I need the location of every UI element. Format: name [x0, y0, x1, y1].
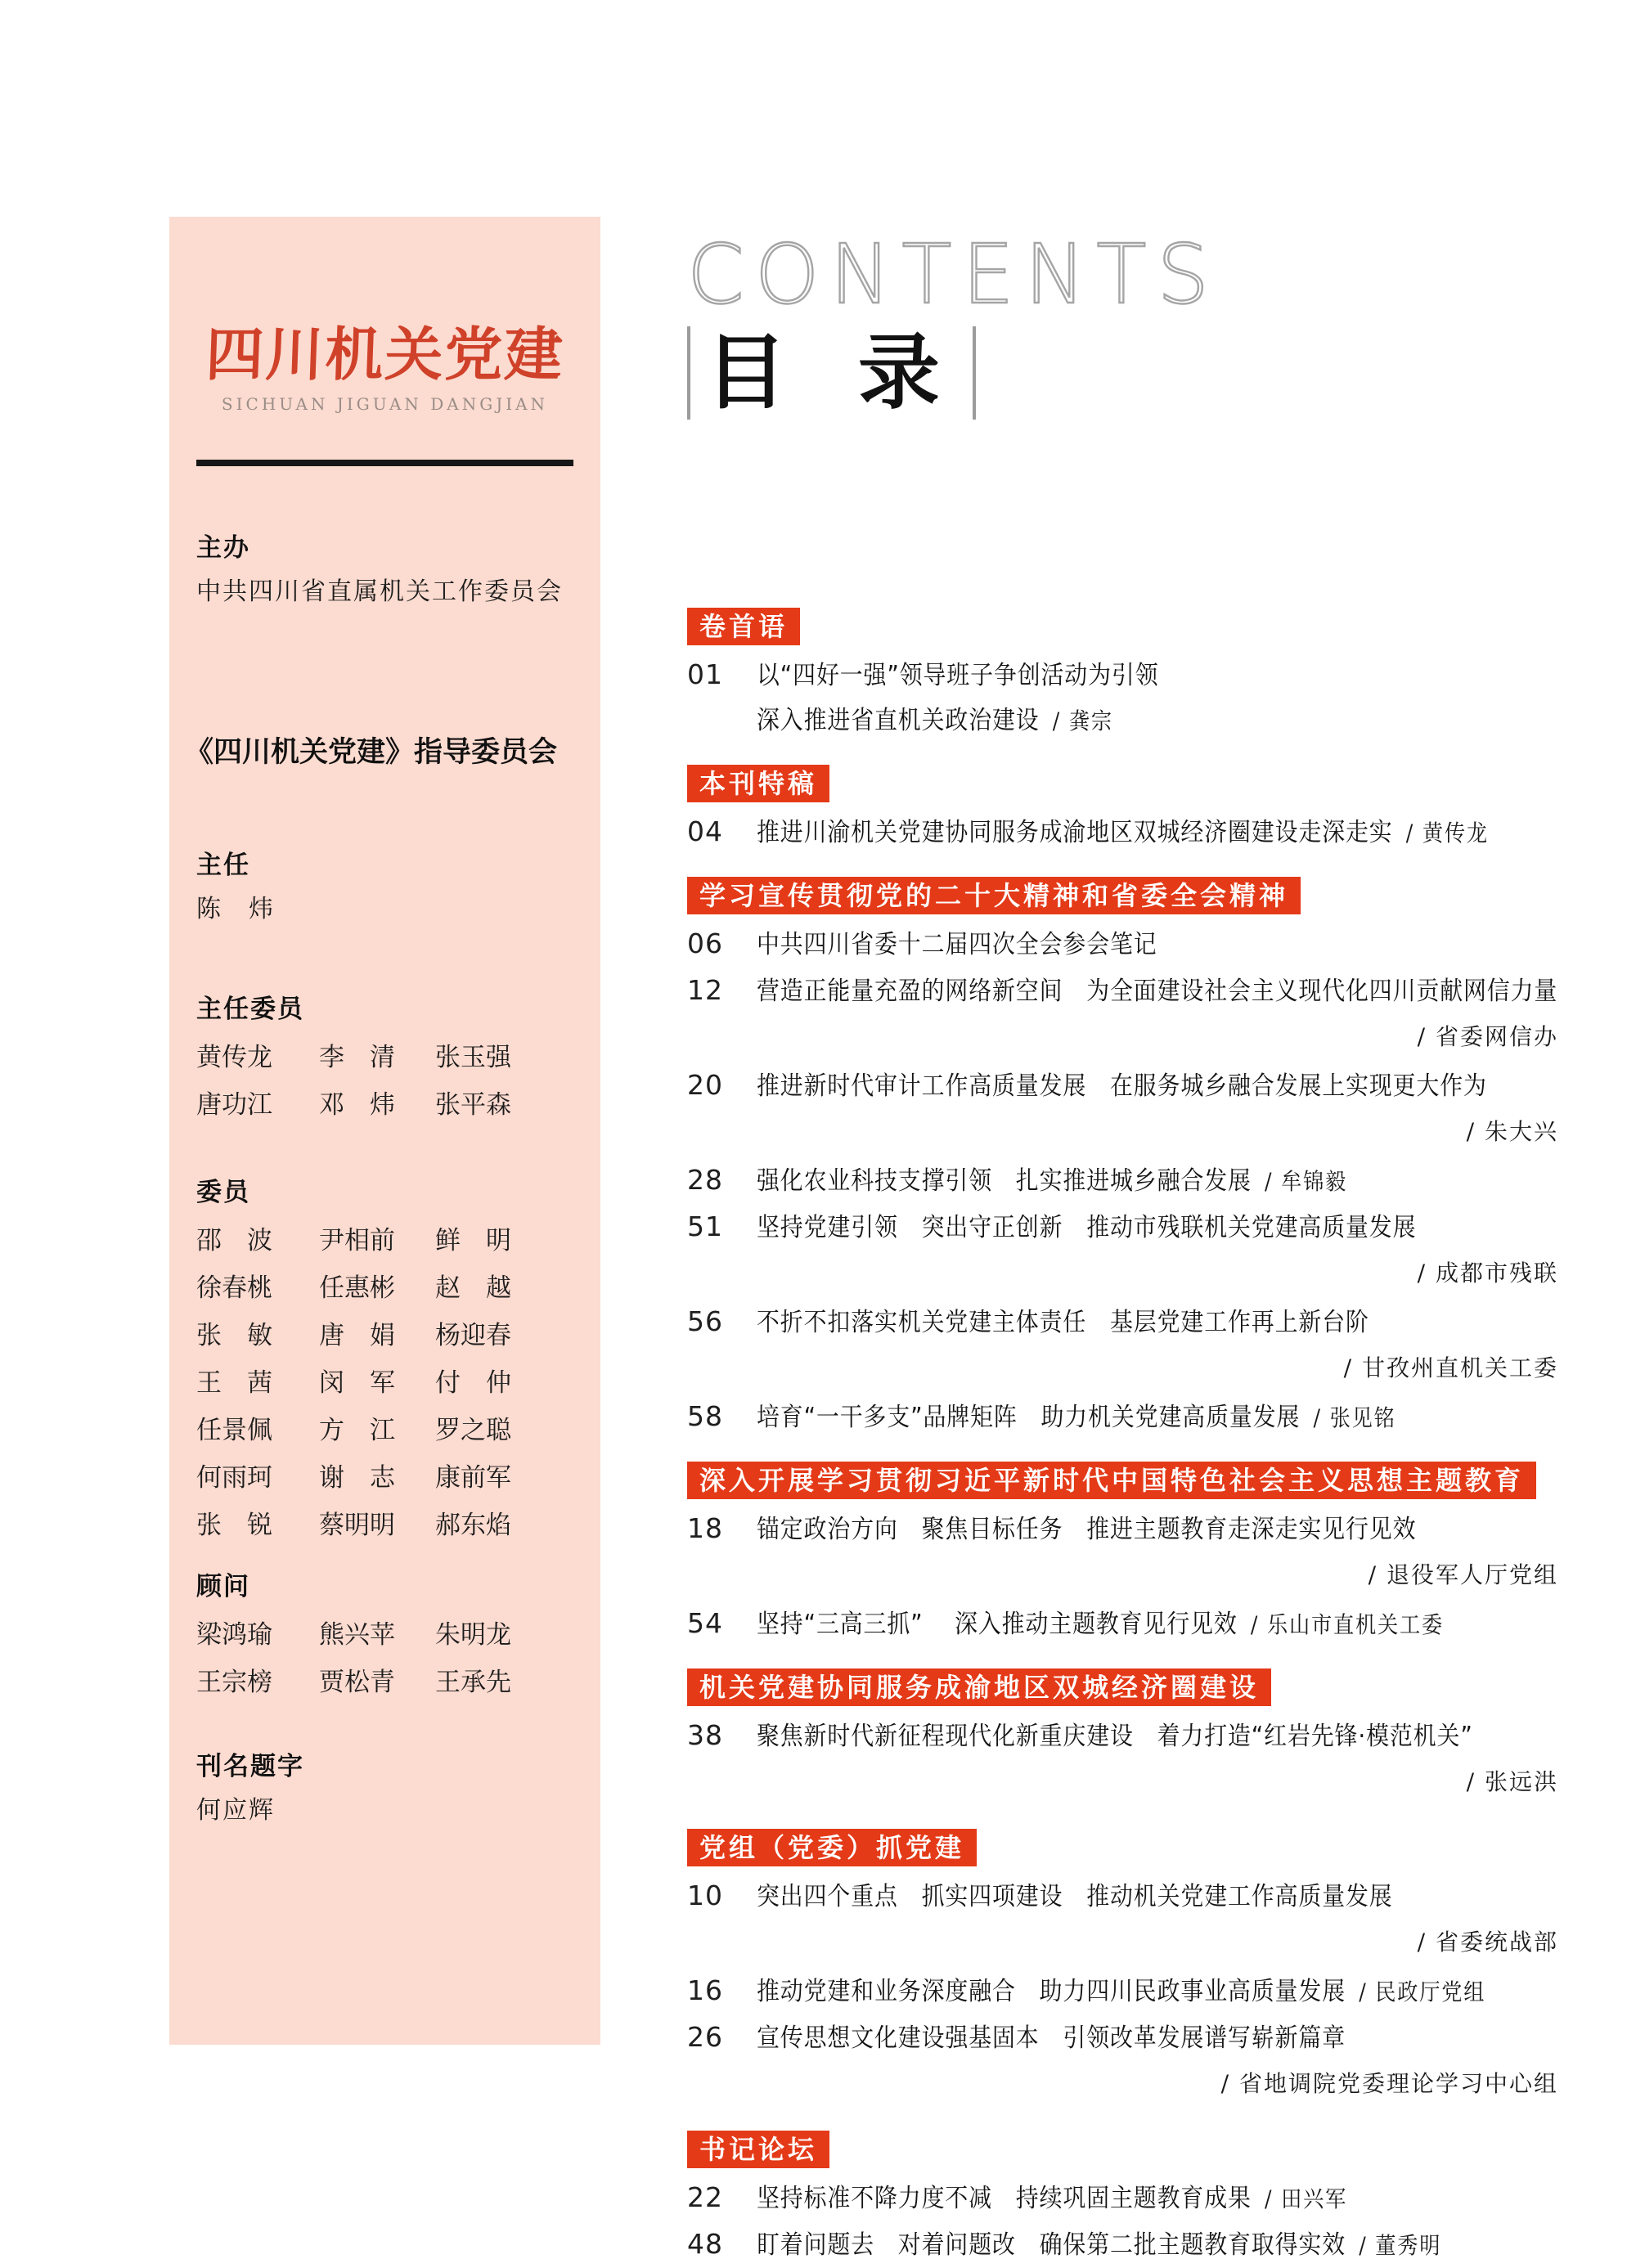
sidebar-section-heading: 主任	[196, 851, 250, 880]
toc-entry	[687, 652, 1558, 698]
toc-author-line	[687, 1552, 1558, 1601]
entry-author: / 张远洪	[1466, 1768, 1558, 1795]
entry-main	[757, 1507, 1416, 1552]
sidebar-section-heading: 顾问	[196, 1572, 250, 1601]
toc-section	[687, 1829, 1558, 2109]
sidebar-section	[196, 1752, 573, 1827]
person-name: 郝东焰	[435, 1511, 511, 1540]
section-badge: 书记论坛	[687, 2131, 829, 2168]
toc-entry	[687, 968, 1558, 1014]
name-row	[196, 1322, 573, 1350]
toc-entry	[687, 809, 1558, 856]
toc-entries	[687, 2175, 1558, 2268]
toc-entry	[687, 1506, 1558, 1552]
entry-author: / 张见铭	[1313, 1404, 1396, 1431]
title-left-bar	[687, 326, 690, 420]
person-name: 张平森	[435, 1090, 511, 1120]
entry-main	[757, 1159, 1347, 1204]
entry-title: 强化农业科技支撑引领 扎实推进城乡融合发展	[757, 1166, 1252, 1196]
page-number: 56	[687, 1305, 723, 1337]
person-name: 李 清	[319, 1043, 395, 1072]
sidebar-section-line: 何应辉	[196, 1796, 275, 1825]
entry-main	[757, 1602, 1444, 1647]
entry-author: / 牟锦毅	[1265, 1168, 1348, 1195]
person-name: 何雨珂	[196, 1463, 272, 1493]
entry-author: / 黄传龙	[1405, 820, 1489, 847]
toc-author-line	[687, 1014, 1558, 1062]
entry-author: / 省委统战部	[1417, 1929, 1558, 1956]
entry-author: / 乐山市直机关工委	[1250, 1611, 1444, 1638]
toc-entry	[687, 1157, 1558, 1204]
person-name: 王 茜	[196, 1368, 272, 1398]
entry-main	[757, 1064, 1487, 1109]
page-number: 22	[687, 2181, 723, 2213]
entry-title: 不折不扣落实机关党建主体责任 基层党建工作再上新台阶	[757, 1308, 1369, 1337]
masthead-sections	[185, 533, 573, 1827]
section-badge: 本刊特稿	[687, 765, 829, 802]
entry-main	[757, 1969, 1485, 2014]
person-name: 鲜 明	[435, 1226, 511, 1255]
person-name: 杨迎春	[435, 1321, 511, 1350]
page-number: 06	[687, 927, 723, 959]
entry-main	[757, 1714, 1473, 1759]
page-number: 10	[687, 1880, 723, 1911]
entry-main	[757, 1300, 1369, 1345]
entry-title: 推进川渝机关党建协同服务成渝地区双城经济圈建设走深走实	[757, 818, 1393, 847]
sidebar-section-heading: 刊名题字	[196, 1752, 304, 1781]
magazine-logo	[196, 321, 573, 415]
person-name: 张玉强	[435, 1043, 511, 1072]
section-badge: 党组（党委）抓党建	[687, 1829, 977, 1866]
person-name: 谢 志	[319, 1463, 395, 1493]
person-name: 唐功江	[196, 1090, 272, 1120]
entry-main	[757, 698, 1113, 743]
entry-main	[757, 811, 1489, 856]
toc-entry	[687, 1873, 1558, 1920]
magazine-logo-calligraphy: 四川机关党建	[204, 320, 565, 388]
person-name: 付 仲	[435, 1368, 511, 1398]
toc-author-line	[687, 1920, 1558, 1968]
person-name: 赵 越	[435, 1273, 511, 1303]
name-row	[196, 1091, 573, 1119]
person-name: 康前军	[435, 1463, 511, 1493]
toc-entries	[687, 1873, 1558, 2109]
entry-title: 培育“一干多支”品牌矩阵 助力机关党建高质量发展	[757, 1403, 1301, 1432]
toc-section	[687, 2131, 1558, 2268]
toc-entries	[687, 652, 1558, 743]
entry-main	[757, 2176, 1347, 2221]
entry-author: / 龚宗	[1052, 707, 1113, 734]
sidebar-section-heading: 《四川机关党建》指导委员会	[185, 736, 558, 769]
toc-author-line	[687, 1759, 1558, 1808]
toc-entry	[687, 921, 1558, 968]
sidebar-section-heading: 委员	[196, 1178, 250, 1207]
entry-title: 坚持标准不降力度不减 持续巩固主题教育成果	[757, 2184, 1252, 2213]
toc-author-line	[687, 1251, 1558, 1299]
toc-entry	[687, 1204, 1558, 1251]
page-number: 16	[687, 1974, 723, 2006]
sidebar-section	[185, 733, 573, 772]
toc-entry	[687, 2014, 1558, 2061]
contents-title-chinese-wrap	[687, 326, 1558, 420]
person-name: 蔡明明	[319, 1511, 395, 1540]
page-number: 58	[687, 1400, 723, 1432]
toc-entry	[687, 1062, 1558, 1109]
title-right-bar	[973, 326, 976, 420]
sidebar-section-line: 中共四川省直属机关工作委员会	[196, 577, 563, 606]
entry-author: / 田兴军	[1265, 2185, 1348, 2212]
name-row	[196, 1464, 573, 1492]
entry-main	[757, 1875, 1393, 1920]
toc-entry	[687, 1601, 1558, 1647]
entry-main	[757, 2016, 1346, 2061]
name-row	[196, 1417, 573, 1444]
contents-column	[687, 227, 1558, 2268]
toc-section	[687, 877, 1558, 1440]
section-badge: 机关党建协同服务成渝地区双城经济圈建设	[687, 1668, 1271, 1706]
entry-title: 推动党建和业务深度融合 助力四川民政事业高质量发展	[757, 1977, 1346, 2006]
entry-main	[757, 2223, 1441, 2268]
section-badge: 卷首语	[687, 608, 800, 645]
entry-title: 宣传思想文化建设强基固本 引领改革发展谱写崭新篇章	[757, 2023, 1346, 2053]
person-name: 唐 娟	[319, 1321, 395, 1350]
person-name: 闵 军	[319, 1368, 395, 1398]
name-row	[196, 1274, 573, 1302]
toc-entry	[687, 1713, 1558, 1759]
contents-title-english: CONTENTS	[687, 227, 1220, 322]
name-row	[196, 1044, 573, 1071]
toc-entry	[687, 1968, 1558, 2014]
sidebar-divider-rule	[196, 460, 573, 466]
entry-title: 坚持“三高三抓” 深入推动主题教育见行见效	[757, 1610, 1238, 1639]
page-number: 20	[687, 1069, 723, 1101]
person-name: 尹相前	[319, 1226, 395, 1255]
entry-main	[757, 923, 1157, 968]
toc-section	[687, 608, 1558, 743]
entry-author: / 退役军人厅党组	[1368, 1561, 1558, 1588]
entry-title: 聚焦新时代新征程现代化新重庆建设 着力打造“红岩先锋·模范机关”	[757, 1722, 1473, 1751]
page-number: 51	[687, 1210, 723, 1242]
toc-section	[687, 1668, 1558, 1808]
entry-author: / 民政厅党组	[1359, 1978, 1486, 2005]
page-number: 26	[687, 2021, 723, 2053]
toc-author-line	[687, 1345, 1558, 1394]
magazine-logo-pinyin: SICHUAN JIGUAN DANGJIAN	[221, 394, 549, 414]
entry-title: 锚定政治方向 聚焦目标任务 推进主题教育走深走实见行见效	[757, 1515, 1417, 1544]
name-row	[196, 1369, 573, 1397]
sidebar-section-line: 陈 炜	[196, 895, 275, 923]
page-number: 04	[687, 815, 723, 847]
person-name: 任惠彬	[319, 1273, 395, 1303]
sidebar-section-heading: 主办	[196, 533, 250, 563]
person-name: 贾松青	[319, 1668, 395, 1697]
page-number: 48	[687, 2228, 723, 2260]
sidebar-section	[196, 1178, 573, 1539]
toc-entry	[687, 2221, 1558, 2268]
entry-author: / 董秀明	[1359, 2232, 1442, 2259]
toc-entries	[687, 1506, 1558, 1647]
person-name: 王承先	[435, 1668, 511, 1697]
sidebar-section	[196, 1572, 573, 1696]
masthead-sidebar	[169, 217, 600, 2045]
section-badge: 学习宣传贯彻党的二十大精神和省委全会精神	[687, 877, 1301, 914]
entry-title: 中共四川省委十二届四次全会参会笔记	[757, 930, 1157, 959]
entry-main	[757, 1206, 1416, 1251]
toc-entry	[687, 1394, 1558, 1440]
person-name: 梁鸿瑜	[196, 1620, 272, 1650]
section-badge: 深入开展学习贯彻习近平新时代中国特色社会主义思想主题教育	[687, 1462, 1536, 1499]
entry-author: / 成都市残联	[1417, 1260, 1558, 1287]
person-name: 黄传龙	[196, 1043, 272, 1072]
entry-title: 以“四好一强”领导班子争创活动为引领	[757, 661, 1159, 690]
entry-author: / 省地调院党委理论学习中心组	[1220, 2070, 1558, 2097]
entry-author: / 省委网信办	[1417, 1023, 1558, 1050]
sidebar-section	[196, 533, 573, 609]
person-name: 张 锐	[196, 1511, 272, 1540]
table-of-contents	[687, 608, 1558, 2268]
entry-title: 坚持党建引领 突出守正创新 推动市残联机关党建高质量发展	[757, 1213, 1417, 1242]
toc-entries	[687, 921, 1558, 1440]
person-name: 王宗榜	[196, 1668, 272, 1697]
person-name: 罗之聪	[435, 1416, 511, 1445]
entry-title: 盯着问题去 对着问题改 确保第二批主题教育取得实效	[757, 2230, 1346, 2260]
page-number: 12	[687, 974, 723, 1006]
entry-title: 突出四个重点 抓实四项建设 推动机关党建工作高质量发展	[757, 1882, 1393, 1911]
toc-entry	[687, 1299, 1558, 1345]
page-number: 28	[687, 1164, 723, 1196]
person-name: 张 敏	[196, 1321, 272, 1350]
name-row	[196, 1227, 573, 1255]
page-number: 01	[687, 658, 723, 690]
person-name: 朱明龙	[435, 1620, 511, 1650]
page-number: 54	[687, 1607, 723, 1639]
entry-main	[757, 653, 1159, 698]
sidebar-section-heading: 主任委员	[196, 995, 304, 1024]
toc-author-line	[687, 2061, 1558, 2109]
name-row	[196, 1621, 573, 1649]
entry-title: 营造正能量充盈的网络新空间 为全面建设社会主义现代化四川贡献网信力量	[757, 977, 1558, 1006]
toc-section	[687, 765, 1558, 856]
entry-main	[757, 1395, 1396, 1440]
toc-entry	[687, 2175, 1558, 2221]
entry-author: / 甘孜州直机关工委	[1343, 1354, 1558, 1381]
person-name: 方 江	[319, 1416, 395, 1445]
name-row	[196, 1511, 573, 1539]
toc-section	[687, 1462, 1558, 1647]
entry-title: 推进新时代审计工作高质量发展 在服务城乡融合发展上实现更大作为	[757, 1071, 1487, 1101]
page-number: 18	[687, 1512, 723, 1544]
person-name: 熊兴苹	[319, 1620, 395, 1650]
toc-entry	[687, 698, 1558, 743]
sidebar-section	[196, 995, 573, 1119]
contents-title-chinese: 目 录	[705, 325, 961, 420]
entry-title: 深入推进省直机关政治建设	[757, 706, 1040, 735]
person-name: 任景佩	[196, 1416, 272, 1445]
person-name: 徐春桃	[196, 1273, 272, 1303]
sidebar-section	[196, 851, 573, 926]
name-row	[196, 1668, 573, 1696]
entry-main	[757, 969, 1557, 1014]
toc-entries	[687, 809, 1558, 856]
toc-author-line	[687, 1109, 1558, 1157]
page-number: 38	[687, 1719, 723, 1751]
person-name: 邵 波	[196, 1226, 272, 1255]
toc-entries	[687, 1713, 1558, 1808]
person-name: 邓 炜	[319, 1090, 395, 1120]
entry-author: / 朱大兴	[1466, 1118, 1558, 1145]
